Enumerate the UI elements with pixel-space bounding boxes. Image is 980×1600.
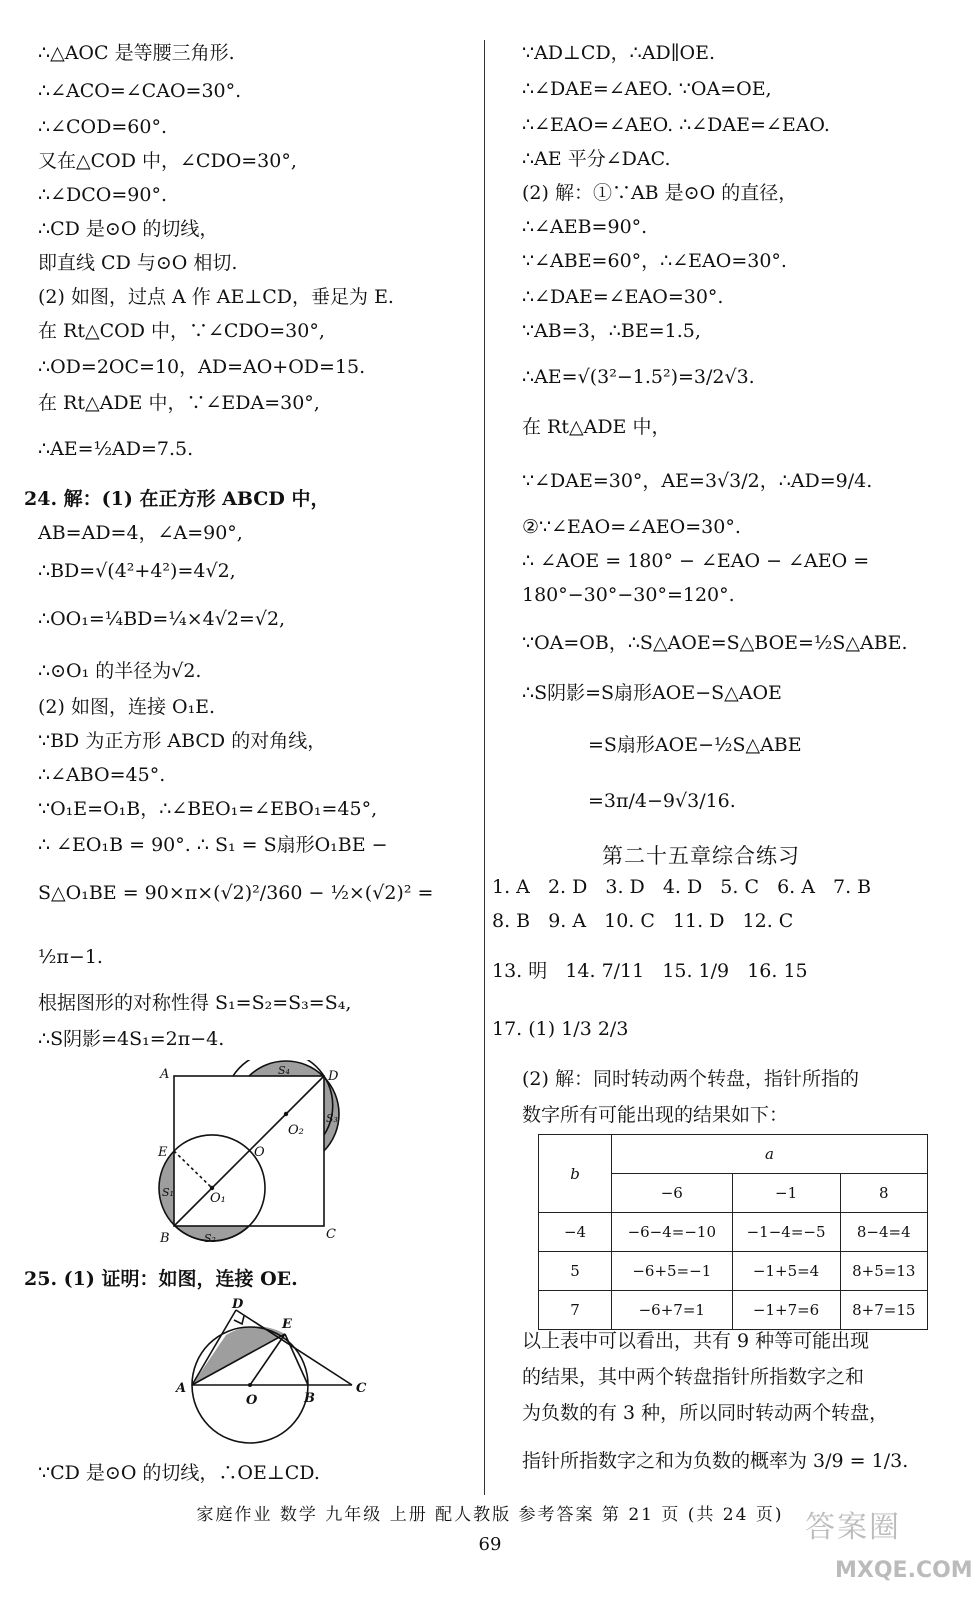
text-line: 180°−30°−30°=120°. xyxy=(522,584,735,606)
section-title: 第二十五章综合练习 xyxy=(602,844,800,868)
text-line: ∵O₁E=O₁B，∴∠BEO₁=∠EBO₁=45°, xyxy=(38,798,378,820)
answer-item: 11. D xyxy=(672,910,725,932)
text-line: ∴∠ABO=45°. xyxy=(38,764,166,786)
text-line: 数字所有可能出现的结果如下： xyxy=(522,1104,789,1126)
b-value: 7 xyxy=(539,1291,612,1330)
label-d: D xyxy=(232,1298,244,1312)
answer-item: 6. A xyxy=(777,876,815,898)
text-line: ∴ ∠EO₁B = 90°. ∴ S₁ = S扇形O₁BE − xyxy=(38,834,388,856)
label-s1: S₁ xyxy=(162,1186,174,1199)
watermark-top: 答案圈 xyxy=(805,1510,901,1545)
figure-24-square-circles xyxy=(150,1060,350,1250)
text-line: 指针所指数字之和为负数的概率为 3/9 = 1/3. xyxy=(522,1450,909,1472)
text-line: ∴AE=√(3²−1.5²)=3/2√3. xyxy=(522,366,755,388)
text-line: ∴CD 是⊙O 的切线， xyxy=(38,218,219,240)
answer-item: 17. (1) 1/3 2/3 xyxy=(492,1018,629,1040)
answer-item: 3. D xyxy=(605,876,645,898)
text-line: ∴∠AEB=90°. xyxy=(522,216,648,238)
table-row xyxy=(539,1291,928,1330)
text-line: ∵∠ABE=60°，∴∠EAO=30°. xyxy=(522,250,787,272)
right-angle-mark xyxy=(234,1316,244,1324)
answer-item: 14. 7/11 xyxy=(565,960,645,982)
label-o1: O₁ xyxy=(210,1191,226,1206)
header-b: b xyxy=(539,1135,612,1213)
table-cell: 8−4=4 xyxy=(840,1213,927,1252)
segment-eb xyxy=(285,1334,308,1385)
text-line: ∴∠EAO=∠AEO. ∴∠DAE=∠EAO. xyxy=(522,114,830,136)
answer-item: 13. 明 xyxy=(492,960,548,982)
answer-item: 12. C xyxy=(742,910,794,932)
label-a: A xyxy=(160,1067,170,1082)
answer-row xyxy=(492,1018,640,1040)
table-cell: −1+5=4 xyxy=(732,1252,840,1291)
text-line: ∴∠ACO=∠CAO=30°. xyxy=(38,80,242,102)
point-o1 xyxy=(210,1186,214,1190)
text-line: S△O₁BE = 90×π×(√2)²/360 − ½×(√2)² = xyxy=(38,882,434,904)
text-line: ∴OD=2OC=10，AD=AO+OD=15. xyxy=(38,356,366,378)
text-line: =3π/4−9√3/16. xyxy=(588,790,736,812)
table-cell: −6−4=−10 xyxy=(612,1213,733,1252)
text-line: (2) 如图，过点 A 作 AE⊥CD，垂足为 E. xyxy=(38,286,394,308)
column-divider xyxy=(484,40,485,1495)
text-line: ∴△AOC 是等腰三角形. xyxy=(38,42,235,64)
answer-item: 2. D xyxy=(547,876,588,898)
text-line: 以上表中可以看出，共有 9 种等可能出现 xyxy=(522,1330,870,1352)
label-e: E xyxy=(282,1317,292,1332)
header-a: a xyxy=(612,1135,928,1174)
text-line: ∵OA=OB，∴S△AOE=S△BOE=½S△ABE. xyxy=(522,632,908,654)
text-line: (2) 如图，连接 O₁E. xyxy=(38,696,216,718)
outcome-table xyxy=(538,1134,928,1330)
text-line: ∴OO₁=¼BD=¼×4√2=√2, xyxy=(38,608,286,630)
label-c: C xyxy=(326,1227,336,1242)
text-line: ∴∠DAE=∠AEO. ∵OA=OE, xyxy=(522,78,772,100)
text-line: ∴S阴影=S扇形AOE−S△AOE xyxy=(522,682,782,704)
label-b: B xyxy=(304,1391,315,1406)
a-value: −6 xyxy=(612,1174,733,1213)
label-o: O xyxy=(254,1145,265,1160)
answer-item: 4. D xyxy=(662,876,703,898)
page-number: 69 xyxy=(478,1534,502,1555)
b-value: 5 xyxy=(539,1252,612,1291)
text-line: ∵CD 是⊙O 的切线，∴OE⊥CD. xyxy=(38,1462,320,1484)
table-cell: 8+7=15 xyxy=(840,1291,927,1330)
table-row xyxy=(539,1252,928,1291)
label-c: C xyxy=(356,1381,367,1396)
answer-item: 1. A xyxy=(492,876,530,898)
answer-row xyxy=(492,956,820,983)
text-line: 即直线 CD 与⊙O 相切. xyxy=(38,252,238,274)
label-b: B xyxy=(160,1231,170,1246)
answer-item: 7. B xyxy=(833,876,872,898)
text-line: 的结果，其中两个转盘指针所指数字之和 xyxy=(522,1366,865,1388)
answer-item: 15. 1/9 xyxy=(662,960,730,982)
answer-item: 16. 15 xyxy=(747,960,808,982)
label-o: O xyxy=(246,1393,258,1408)
text-line: ∴∠DCO=90°. xyxy=(38,184,167,206)
question-25-heading: 25. (1) 证明：如图，连接 OE. xyxy=(24,1268,298,1290)
text-line: 在 Rt△COD 中，∵∠CDO=30°, xyxy=(38,320,325,342)
text-line: ∴BD=√(4²+4²)=4√2, xyxy=(38,560,236,582)
text-line: ∴AE 平分∠DAC. xyxy=(522,148,671,170)
table-row xyxy=(539,1213,928,1252)
watermark-logo xyxy=(805,1502,975,1594)
answer-row xyxy=(492,910,805,932)
text-line: ②∵∠EAO=∠AEO=30°. xyxy=(522,516,741,538)
text-line: ½π−1. xyxy=(38,946,103,968)
text-line: ∵∠DAE=30°，AE=3√3/2，∴AD=9/4. xyxy=(522,470,873,492)
text-line: ∴⊙O₁ 的半径为√2. xyxy=(38,660,202,682)
figure-25-circle-tangent xyxy=(170,1298,380,1468)
text-line: =S扇形AOE−½S△ABE xyxy=(588,734,802,756)
a-value: −1 xyxy=(732,1174,840,1213)
text-line: ∴ ∠AOE = 180° − ∠EAO − ∠AEO = xyxy=(522,550,870,572)
point-o2 xyxy=(284,1112,288,1116)
b-value: −4 xyxy=(539,1213,612,1252)
point-o xyxy=(248,1383,252,1387)
text-line: 为负数的有 3 种，所以同时转动两个转盘， xyxy=(522,1402,889,1424)
text-line: 在 Rt△ADE 中， xyxy=(522,416,671,438)
text-line: ∴S阴影=4S₁=2π−4. xyxy=(38,1028,225,1050)
text-line: 在 Rt△ADE 中，∵∠EDA=30°, xyxy=(38,392,320,414)
table-cell: −1−4=−5 xyxy=(732,1213,840,1252)
table-cell: −6+7=1 xyxy=(612,1291,733,1330)
watermark-bottom: MXQE.COM xyxy=(835,1558,973,1583)
a-value: 8 xyxy=(840,1174,927,1213)
text-line: (2) 解：同时转动两个转盘，指针所指的 xyxy=(522,1068,859,1090)
label-o2: O₂ xyxy=(288,1123,304,1138)
text-line: ∴AE=½AD=7.5. xyxy=(38,438,194,460)
table-cell: −1+7=6 xyxy=(732,1291,840,1330)
text-line: 又在△COD 中，∠CDO=30°, xyxy=(38,150,297,172)
text-line: ∵BD 为正方形 ABCD 的对角线， xyxy=(38,730,327,752)
text-line: ∵AB=3，∴BE=1.5, xyxy=(522,320,701,342)
text-line: (2) 解：①∵AB 是⊙O 的直径， xyxy=(522,182,798,204)
text-line: ∴∠COD=60°. xyxy=(38,116,167,138)
text-line: 根据图形的对称性得 S₁=S₂=S₃=S₄, xyxy=(38,992,352,1014)
label-e: E xyxy=(158,1145,168,1160)
label-d: D xyxy=(328,1069,339,1084)
page-footer: 家庭作业 数学 九年级 上册 配人教版 参考答案 第 21 页 (共 24 页) xyxy=(196,1505,784,1525)
label-s2: S₂ xyxy=(204,1232,216,1245)
label-a: A xyxy=(176,1381,187,1396)
label-s4: S₄ xyxy=(278,1064,290,1077)
label-s3: S₃ xyxy=(326,1112,338,1125)
text-line: ∵AD⊥CD，∴AD∥OE. xyxy=(522,42,715,64)
answer-item: 9. A xyxy=(548,910,587,932)
table-cell: −6+5=−1 xyxy=(612,1252,733,1291)
answer-row xyxy=(492,876,883,898)
answer-item: 8. B xyxy=(492,910,531,932)
answer-item: 10. C xyxy=(604,910,655,932)
table-cell: 8+5=13 xyxy=(840,1252,927,1291)
question-24-heading: 24. 解：(1) 在正方形 ABCD 中， xyxy=(24,488,330,510)
text-line: ∴∠DAE=∠EAO=30°. xyxy=(522,286,724,308)
answer-item: 5. C xyxy=(720,876,760,898)
text-line: AB=AD=4，∠A=90°, xyxy=(38,522,243,544)
